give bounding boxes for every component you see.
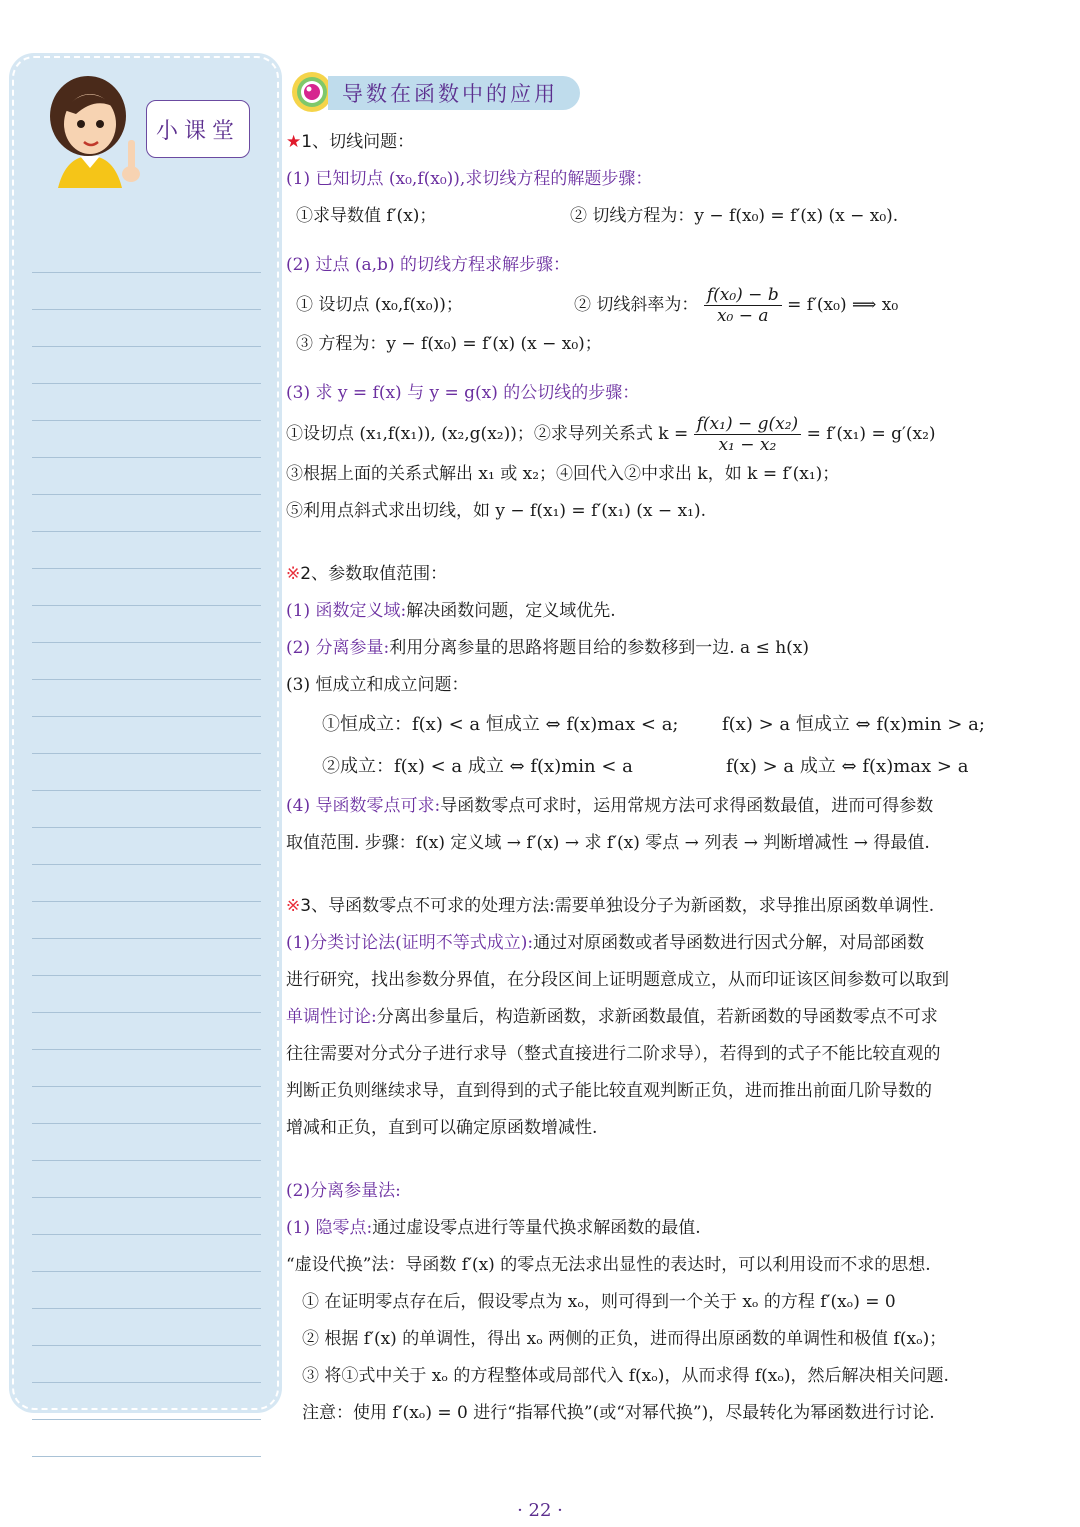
ruled-line [32,680,261,717]
s3-p2f: 注意：使用 f′(xₒ) = 0 进行“指幂代换”(或“对幂代换”)，尽最转化为幂函数进行讨论. [302,1403,935,1423]
common-tangent-denominator: x₁ − x₂ [718,435,777,455]
s2-p3: (3) 恒成立和成立问题： [286,675,469,695]
s1-p2-steps [286,284,1016,326]
s3-p2a [286,1210,1016,1247]
s1-title [286,124,1016,161]
ruled-line [32,1420,261,1457]
ruled-line [32,347,261,384]
s2-title-text: 2、参数取值范围： [300,564,448,584]
s3-p2c: ① 在证明零点存在后，假设零点为 xₒ，则可得到一个关于 xₒ 的方程 f′(xₒ) = 0 [302,1292,896,1312]
ruled-line [32,1161,261,1198]
s3-title-text: 3、导函数零点不可求的处理方法: [300,896,555,916]
s1-p2-step-b [574,284,898,326]
s2-p1-text: 解决函数问题，定义域优先. [406,601,616,621]
ruled-line [32,1383,261,1420]
s2-p4-text: 导函数零点可求时，运用常规方法可求得函数最值，进而可得参数 [440,796,934,816]
reference-mark-icon: ※ [286,896,301,916]
common-tangent-fraction [694,414,802,455]
ruled-line [32,384,261,421]
heading-title-text: 导数在函数中的应用 [342,82,558,106]
s3-p1-label: (1)分类讨论法(证明不等式成立): [286,933,534,953]
s3-p1-text: 通过对原函数或者导函数进行因式分解，对局部函数 [533,933,925,953]
ruled-line [32,1346,261,1383]
ruled-line [32,643,261,680]
ruled-line [32,939,261,976]
ruled-line [32,1087,261,1124]
s3-p1-text2: 进行研究，找出参数分界值，在分段区间上证明题意成立，从而印证该区间参数可以取到 [286,970,949,990]
ruled-line [32,717,261,754]
s1-p1-label: (1) 已知切点 (x₀,f(x₀)),求切线方程的解题步骤： [286,169,653,189]
ruled-line [32,310,261,347]
s2-p2 [286,630,1016,667]
s2-p3-row-b [286,746,1016,788]
s1-p2-step-c: ③ 方程为：y − f(x₀) = f′(x) (x − x₀)； [296,334,602,354]
s1-p3-step-a-pre: ①设切点 (x₁,f(x₁)), (x₂,g(x₂))；②求导列关系式 k = [286,424,689,444]
teacher-illustration [36,70,156,188]
ruled-line [32,1272,261,1309]
s3-p1b-text: 分离出参量后，构造新函数，求新函数最值，若新函数的导函数零点不可求 [376,1007,938,1027]
common-tangent-numerator: f(x₁) − g(x₂) [694,414,802,435]
ruled-line [32,569,261,606]
s2-p3-a1: ①恒成立：f(x) < a 恒成立 ⇔ f(x)max < a; [322,714,679,735]
s2-p4-label: (4) 导函数零点可求: [286,796,441,816]
ruled-line [32,754,261,791]
s1-p3-step-a-post: = f′(x₁) = g′(x₂) [806,424,936,444]
s2-p4-text2: 取值范围. 步骤：f(x) 定义域 → f′(x) → 求 f′(x) 零点 → 列表 → 判断增减性 → 得最值. [286,833,930,853]
s1-p3-step-c: ⑤利用点斜式求出切线，如 y − f(x₁) = f′(x₁) (x − x₁). [286,501,707,521]
ruled-line [32,532,261,569]
star-icon: ★ [286,132,302,152]
ruled-line [32,1198,261,1235]
s3-p1b-text4: 增减和正负，直到可以确定原函数增减性. [286,1118,598,1138]
section-heading [286,70,1016,114]
s2-p3-a2: f(x) > a 恒成立 ⇔ f(x)min > a; [722,714,985,735]
s3-p1b-text3: 判断正负则继续求导，直到得到的式子能比较直观判断正负，进而推出前面几阶导数的 [286,1081,932,1101]
s1-p1-step-b: ② 切线方程为：y − f(x₀) = f′(x) (x − x₀). [570,206,899,226]
ruled-line [32,828,261,865]
s2-p4 [286,788,1016,825]
ruled-line [32,1235,261,1272]
s3-p2a-label: (1) 隐零点: [286,1218,373,1238]
slope-denominator: x₀ − a [716,306,769,326]
s1-p3-step-a [286,412,1016,456]
s3-p2b: “虚设代换”法：导函数 f′(x) 的零点无法求出显性的表达时，可以利用设而不求的思想. [286,1255,931,1275]
s3-p1 [286,925,1016,962]
s1-p2-step-b-pre: ② 切线斜率为： [574,295,699,315]
s3-p2e: ③ 将①式中关于 xₒ 的方程整体或局部代入 f(xₒ)，从而求得 f(xₒ)，然后解决相关问题. [302,1366,949,1386]
ruled-line [32,1124,261,1161]
main-content [286,70,1016,1432]
ruled-line [32,236,261,273]
s3-p1b-label: 单调性讨论: [286,1007,377,1027]
s2-p3-b2: f(x) > a 成立 ⇔ f(x)max > a [726,756,969,777]
class-badge-label: 小课堂 [155,118,240,144]
s1-p2-step-a: ① 设切点 (x₀,f(x₀))； [296,295,463,315]
ruled-line [32,1309,261,1346]
ruled-line [32,1013,261,1050]
s1-p1-steps [286,198,1016,235]
s2-p3-b1: ②成立：f(x) < a 成立 ⇔ f(x)min < a [322,756,633,777]
ruled-lines [32,236,261,1398]
ruled-line [32,273,261,310]
s1-p2-step-b-post: = f′(x₀) ⟹ x₀ [787,295,899,315]
ruled-line [32,606,261,643]
s1-title-text: 1、切线问题： [301,132,415,152]
s2-p2-text: 利用分离参量的思路将题目给的参数移到一边. a ≤ h(x) [389,638,810,658]
s1-p2-label: (2) 过点 (a,b) 的切线方程求解步骤： [286,255,570,275]
s1-p3-step-b: ③根据上面的关系式解出 x₁ 或 x₂；④回代入②中求出 k，如 k = f′(x₁)； [286,464,840,484]
ruled-line [32,791,261,828]
ruled-line [32,1050,261,1087]
ruled-line [32,421,261,458]
s2-p3-row-a [286,704,1016,746]
ruled-line [32,865,261,902]
notes-sidebar [12,56,279,1410]
s2-p1-label: (1) 函数定义域: [286,601,407,621]
slope-fraction [704,285,782,326]
s1-p1-step-a: ①求导数值 f′(x)； [296,206,437,226]
s1-p3-label: (3) 求 y = f(x) 与 y = g(x) 的公切线的步骤： [286,383,640,403]
ruled-line [32,902,261,939]
s3-p2-label: (2)分离参量法: [286,1181,401,1201]
ruled-line [32,976,261,1013]
reference-mark-icon: ※ [286,564,301,584]
s3-p2d: ② 根据 f′(x) 的单调性，得出 xₒ 两侧的正负，进而得出原函数的单调性和极值 f(xₒ)； [302,1329,947,1349]
s3-p2a-text: 通过虚设零点进行等量代换求解函数的最值. [372,1218,701,1238]
s3-title [286,888,1016,925]
page-number: · 22 · [517,1500,563,1521]
slope-numerator: f(x₀) − b [704,285,782,306]
s2-title [286,556,1016,593]
s2-p2-label: (2) 分离参量: [286,638,390,658]
s3-title-rest: 需要单独设分子为新函数，求导推出原函数单调性. [554,896,935,916]
class-badge [146,100,250,158]
ruled-line [32,458,261,495]
s3-p1b-text2: 往往需要对分式分子进行求导（整式直接进行二阶求导），若得到的式子不能比较直观的 [286,1044,941,1064]
ruled-line [32,495,261,532]
s3-p1b [286,999,1016,1036]
heading-title [328,76,580,110]
s2-p1 [286,593,1016,630]
